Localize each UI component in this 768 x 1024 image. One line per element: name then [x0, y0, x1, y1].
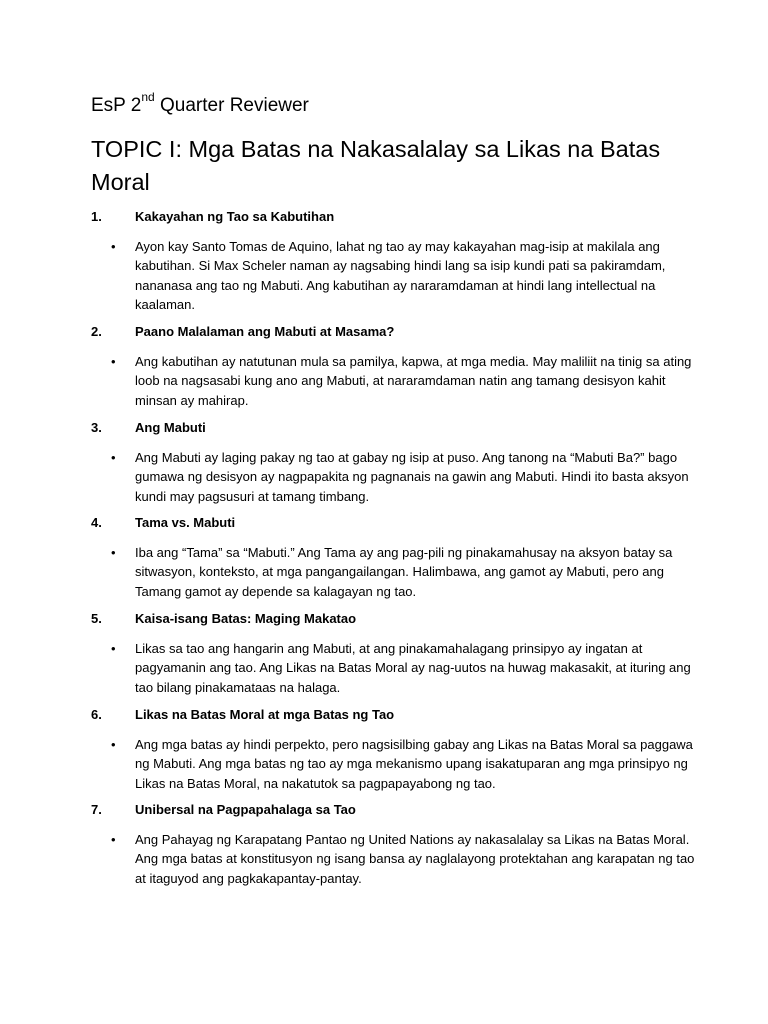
- item-body: [91, 639, 695, 697]
- subtitle-suffix: Quarter Reviewer: [154, 95, 309, 116]
- item-header: [91, 610, 691, 628]
- item-body: [91, 352, 695, 410]
- list-item: [91, 610, 691, 697]
- body-line: nananasa ang tao ng Mabuti. Ang kabutihan ay nararamdaman at hindi lang intellectual na: [135, 277, 656, 293]
- item-number: 3.: [91, 420, 102, 435]
- bullet-icon: •: [111, 545, 116, 560]
- subtitle-prefix: EsP 2: [91, 95, 142, 116]
- item-heading: Tama vs. Mabuti: [135, 515, 236, 530]
- body-line: Ang mga batas ay hindi perpekto, pero nagsisilbing gabay ang Likas na Batas Moral sa paggawa: [135, 737, 693, 752]
- list-item: [91, 706, 691, 793]
- topic-title-line: Moral: [91, 169, 150, 195]
- item-body: [91, 448, 695, 506]
- body-line: Ang kabutihan ay natutunan mula sa pamilya, kapwa, at mga media. May maliliit na tinig sa ating: [135, 354, 692, 369]
- item-header: [91, 323, 691, 341]
- list-item: [91, 514, 691, 601]
- item-body: [91, 830, 695, 888]
- body-line: Likas sa tao ang hangarin ang Mabuti, at ang pinakamahalagang prinsipyo ay ingatan at: [135, 641, 643, 656]
- body-line: Ayon kay Santo Tomas de Aquino, lahat ng tao ay may kakayahan mag-isip at makilala ang: [135, 239, 660, 254]
- item-header: [91, 208, 691, 226]
- body-line: Likas na Batas Moral, na nakatutok sa pagpapayabong ng tao.: [135, 775, 496, 791]
- item-number: 6.: [91, 707, 102, 722]
- body-line: Ang Mabuti ay laging pakay ng tao at gabay ng isip at puso. Ang tanong na “Mabuti Ba?” bago: [135, 450, 678, 465]
- body-line: gumawa ng desisyon ay nagpapakita ng pagnanais na gawin ang Mabuti. Hindi ito basta aksyon: [135, 469, 689, 485]
- item-heading: Likas na Batas Moral at mga Batas ng Tao: [135, 707, 395, 722]
- item-heading: Unibersal na Pagpapahalaga sa Tao: [135, 802, 356, 817]
- body-line: tao bilang pinakamataas na halaga.: [135, 679, 341, 695]
- reviewer-subtitle: [91, 89, 309, 118]
- item-number: 7.: [91, 802, 102, 817]
- body-line: kundi may pagsusuri at tamang timbang.: [135, 488, 370, 504]
- item-header: [91, 514, 691, 532]
- bullet-icon: •: [111, 354, 116, 369]
- item-heading: Kaisa-isang Batas: Maging Makatao: [135, 611, 357, 626]
- body-line: ng Mabuti. Ang mga batas ng tao ay mga mekanismo upang isakatuparan ang mga prinsipyo ng: [135, 756, 688, 772]
- body-line: kabutihan. Si Max Scheler naman ay nagsabing hindi lang sa isip kundi pati sa pakiramdam,: [135, 258, 666, 274]
- item-body: [91, 735, 695, 793]
- body-line: Ang Pahayag ng Karapatang Pantao ng United Nations ay nakasalalay sa Likas na Batas Moral.: [135, 832, 690, 847]
- item-header: [91, 801, 691, 819]
- item-number: 1.: [91, 209, 102, 224]
- list-item: [91, 801, 695, 888]
- body-line: loob na nagsasabi kung ano ang Mabuti, at nararamdaman natin ang tamang desisyon kahit: [135, 373, 666, 389]
- body-line: Iba ang “Tama” sa “Mabuti.” Ang Tama ay ang pag-pili ng pinakamahusay na aksyon batay sa: [135, 545, 673, 560]
- topic-title-line: TOPIC I: Mga Batas na Nakasalalay sa Likas na Batas: [91, 136, 661, 162]
- item-header: [91, 419, 691, 437]
- body-line: Tamang gamot ay depende sa kalagayan ng tao.: [135, 583, 417, 599]
- body-line: kaalaman.: [135, 296, 195, 312]
- bullet-icon: •: [111, 737, 116, 752]
- item-body: [91, 237, 695, 314]
- item-body: [91, 543, 695, 601]
- topic-title: [91, 133, 691, 199]
- item-heading: Kakayahan ng Tao sa Kabutihan: [135, 209, 335, 224]
- item-number: 5.: [91, 611, 102, 626]
- list-item: [91, 208, 691, 314]
- body-line: pagyamanin ang tao. Ang Likas na Batas Moral ay nag-uutos na huwag makasakit, at ituring ang: [135, 660, 691, 676]
- body-line: Ang mga batas at konstitusyon ng isang bansa ay naglalayong protektahan ang karapatan ng tao: [135, 851, 695, 867]
- item-heading: Paano Malalaman ang Mabuti at Masama?: [135, 324, 395, 339]
- item-heading: Ang Mabuti: [135, 420, 206, 435]
- item-number: 2.: [91, 324, 102, 339]
- body-line: sitwasyon, konteksto, at mga pangangailangan. Halimbawa, ang gamot ay Mabuti, pero ang: [135, 564, 664, 580]
- body-line: at itaguyod ang pagkakapantay-pantay.: [135, 870, 362, 886]
- list-item: [91, 323, 691, 410]
- body-line: minsan ay mahirap.: [135, 392, 249, 408]
- bullet-icon: •: [111, 450, 116, 465]
- bullet-icon: •: [111, 832, 116, 847]
- subtitle-superscript: nd: [141, 89, 155, 104]
- list-item: [91, 419, 691, 506]
- bullet-icon: •: [111, 641, 116, 656]
- bullet-icon: •: [111, 239, 116, 254]
- item-number: 4.: [91, 515, 102, 530]
- item-header: [91, 706, 691, 724]
